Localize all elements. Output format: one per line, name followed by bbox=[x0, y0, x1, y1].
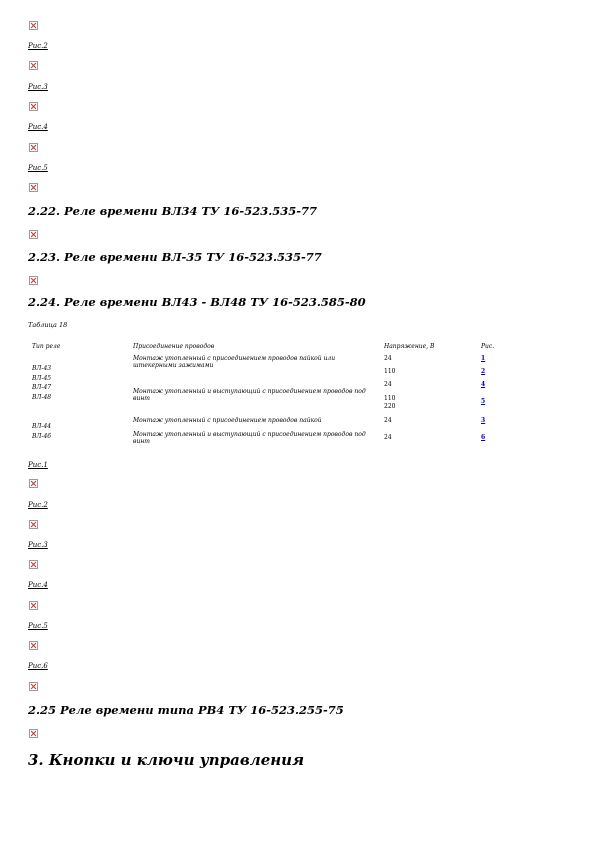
broken-image-icon bbox=[29, 230, 38, 239]
voltage-value: 24 bbox=[384, 434, 392, 441]
broken-image-icon bbox=[29, 641, 38, 650]
figure-caption-link[interactable]: Рис.5 bbox=[28, 164, 48, 172]
figure-caption-link[interactable]: Рис.2 bbox=[28, 42, 48, 50]
broken-image-icon bbox=[29, 102, 38, 111]
broken-image-icon bbox=[29, 183, 38, 192]
voltage-value: 24 bbox=[384, 381, 392, 388]
table-caption: Таблица 18 bbox=[28, 321, 68, 329]
figure-link[interactable]: 1 bbox=[481, 355, 486, 362]
figure-caption-link[interactable]: Рис.4 bbox=[28, 581, 48, 589]
relay-type: ВЛ-46 bbox=[32, 433, 52, 440]
table-header-figure: Рис. bbox=[481, 343, 495, 350]
figure-caption-link[interactable]: Рис.5 bbox=[28, 622, 48, 630]
relay-type: ВЛ-48 bbox=[32, 394, 52, 401]
section-heading-2-22: 2.22. Реле времени ВЛ34 ТУ 16-523.535-77 bbox=[28, 204, 317, 218]
broken-image-icon bbox=[29, 143, 38, 152]
relay-type: ВЛ-44 bbox=[32, 423, 52, 430]
table-header-voltage: Напряжение, В bbox=[384, 343, 435, 350]
broken-image-icon bbox=[29, 682, 38, 691]
broken-image-icon bbox=[29, 479, 38, 488]
figure-link[interactable]: 4 bbox=[481, 381, 486, 388]
voltage-value: 220 bbox=[384, 403, 396, 410]
broken-image-icon bbox=[29, 560, 38, 569]
connection-desc: Монтаж утопленный с присоединением проводов пайкой bbox=[133, 417, 322, 424]
broken-image-icon bbox=[29, 520, 38, 529]
voltage-value: 24 bbox=[384, 355, 392, 362]
chapter-heading-3: 3. Кнопки и ключи управления bbox=[28, 751, 305, 769]
connection-desc: Монтаж утопленный с присоединением проводов пайкой или штекерными зажимами bbox=[133, 355, 336, 369]
connection-desc: Монтаж утопленный и выступающий с присоединением проводов под винт bbox=[133, 431, 366, 445]
figure-link[interactable]: 5 bbox=[481, 398, 486, 405]
broken-image-icon bbox=[29, 61, 38, 70]
figure-link[interactable]: 6 bbox=[481, 434, 486, 441]
figure-caption-link[interactable]: Рис.6 bbox=[28, 662, 48, 670]
figure-caption-link[interactable]: Рис.3 bbox=[28, 83, 48, 91]
section-heading-2-24: 2.24. Реле времени ВЛ43 - ВЛ48 ТУ 16-523.585-80 bbox=[28, 295, 366, 309]
voltage-value: 110 bbox=[384, 368, 396, 375]
broken-image-icon bbox=[29, 729, 38, 738]
section-heading-2-23: 2.23. Реле времени ВЛ-35 ТУ 16-523.535-77 bbox=[28, 250, 322, 264]
figure-link[interactable]: 3 bbox=[481, 417, 486, 424]
figure-caption-link[interactable]: Рис.3 bbox=[28, 541, 48, 549]
broken-image-icon bbox=[29, 276, 38, 285]
figure-caption-link[interactable]: Рис.4 bbox=[28, 123, 48, 131]
connection-desc: Монтаж утопленный и выступающий с присоединением проводов под винт bbox=[133, 388, 366, 402]
relay-type: ВЛ-47 bbox=[32, 384, 52, 391]
voltage-value: 110 bbox=[384, 395, 396, 402]
relay-type: ВЛ-43 bbox=[32, 365, 52, 372]
voltage-value: 24 bbox=[384, 417, 392, 424]
relay-type: ВЛ-45 bbox=[32, 375, 52, 382]
table-header-type: Тип реле bbox=[32, 343, 61, 350]
figure-link[interactable]: 2 bbox=[481, 368, 486, 375]
figure-caption-link[interactable]: Рис.2 bbox=[28, 501, 48, 509]
broken-image-icon bbox=[29, 21, 38, 30]
figure-caption-link[interactable]: Рис.1 bbox=[28, 461, 48, 469]
section-heading-2-25: 2.25 Реле времени типа РВ4 ТУ 16-523.255-75 bbox=[28, 703, 344, 717]
broken-image-icon bbox=[29, 601, 38, 610]
table-header-connection: Присоединение проводов bbox=[133, 343, 215, 350]
